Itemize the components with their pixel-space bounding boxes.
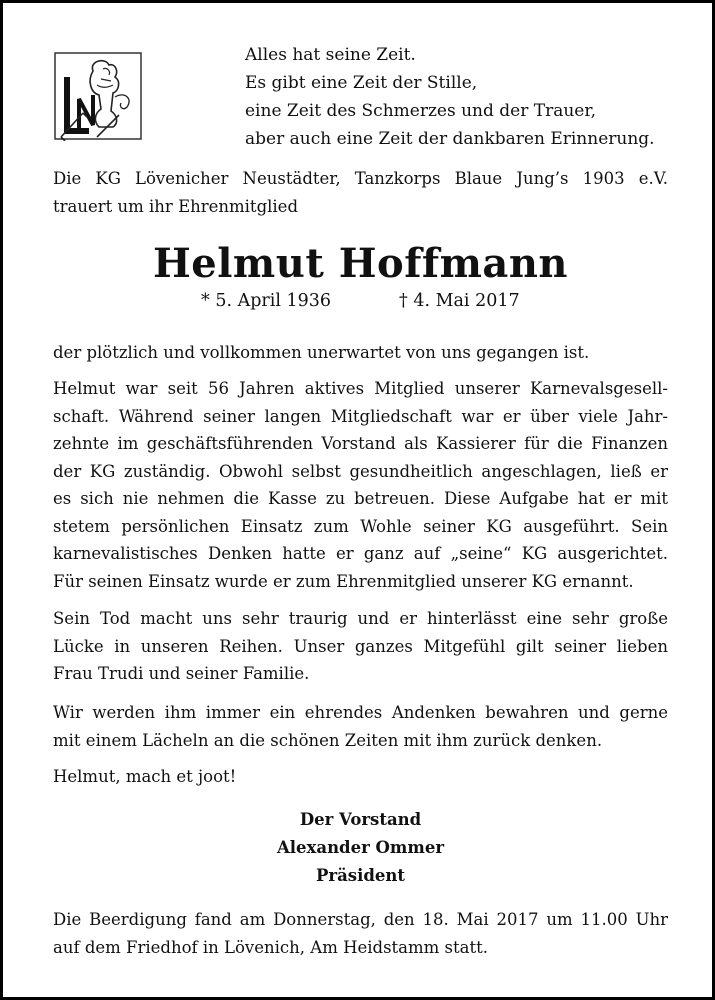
text-line: der KG zuständig. Obwohl selbst gesundheitlich angeschlagen, ließ er (53, 461, 668, 481)
text-line: stetem persönlichen Einsatz zum Wohle seiner KG ausgeführt. Sein (53, 516, 668, 536)
poem-line: Alles hat seine Zeit. (245, 45, 416, 65)
intro-line: Die KG Lövenicher Neustädter, Tanzkorps Blaue Jung’s 1903 e.V. (53, 169, 668, 188)
signature-block (53, 806, 668, 890)
text-line: Wir werden ihm immer ein ehrendes Andenken bewahren und gerne (53, 703, 668, 722)
death-date: † 4. Mai 2017 (399, 291, 520, 311)
text-line: Helmut war seit 56 Jahren aktives Mitglied unserer Karnevalsgesell- (53, 379, 668, 398)
poem-line: eine Zeit des Schmerzes und der Trauer, (245, 101, 597, 121)
funeral-info (53, 906, 668, 961)
passing-text: der plötzlich und vollkommen unerwartet von uns gegangen ist. (53, 343, 590, 362)
text-line: zehnte im geschäftsführenden Vorstand als Kassierer für die Finanzen (53, 434, 668, 453)
birth-date: * 5. April 1936 (201, 291, 332, 311)
text-line: mit einem Lächeln an die schönen Zeiten mit ihm zurück denken. (53, 730, 603, 750)
signature-person: Alexander Ommer (276, 838, 445, 857)
poem (245, 41, 655, 153)
text-line: Sein Tod macht uns sehr traurig und er hinterlässt eine sehr große (53, 609, 668, 628)
text-line: schaft. Während seiner langen Mitgliedschaft war er über viele Jahr- (53, 406, 668, 426)
farewell-text: Helmut, mach et joot! (53, 767, 237, 786)
text-line: auf dem Friedhof in Lövenich, Am Heidstamm statt. (53, 937, 488, 957)
text-line: Lücke in unseren Reihen. Unser ganzes Mitgefühl gilt seiner lieben (53, 636, 668, 656)
deceased-name: Helmut Hoffmann (152, 240, 569, 287)
poem-line: Es gibt eine Zeit der Stille, (245, 73, 478, 93)
paragraph-remembrance (53, 699, 668, 754)
paragraph-membership (53, 375, 668, 595)
intro-line: trauert um ihr Ehrenmitglied (53, 196, 299, 216)
signature-role: Präsident (315, 866, 405, 885)
text-line: karnevalistisches Denken hatte er ganz auf „seine“ KG ausgerichtet. (53, 544, 668, 563)
life-dates (53, 291, 668, 321)
intro-text (53, 165, 668, 220)
lion-crest-icon (53, 51, 143, 141)
text-line: Für seinen Einsatz wurde er zum Ehrenmitglied unserer KG ernannt. (53, 571, 634, 591)
text-line: es sich nie nehmen die Kasse zu betreuen. Diese Aufgabe hat er mit (53, 489, 668, 508)
text-line: Frau Trudi und seiner Familie. (53, 664, 310, 683)
poem-line: aber auch eine Zeit der dankbaren Erinnerung. (245, 129, 655, 149)
text-line: Die Beerdigung fand am Donnerstag, den 18. Mai 2017 um 11.00 Uhr (53, 910, 668, 929)
paragraph-condolence (53, 605, 668, 688)
signature-board: Der Vorstand (299, 810, 422, 829)
